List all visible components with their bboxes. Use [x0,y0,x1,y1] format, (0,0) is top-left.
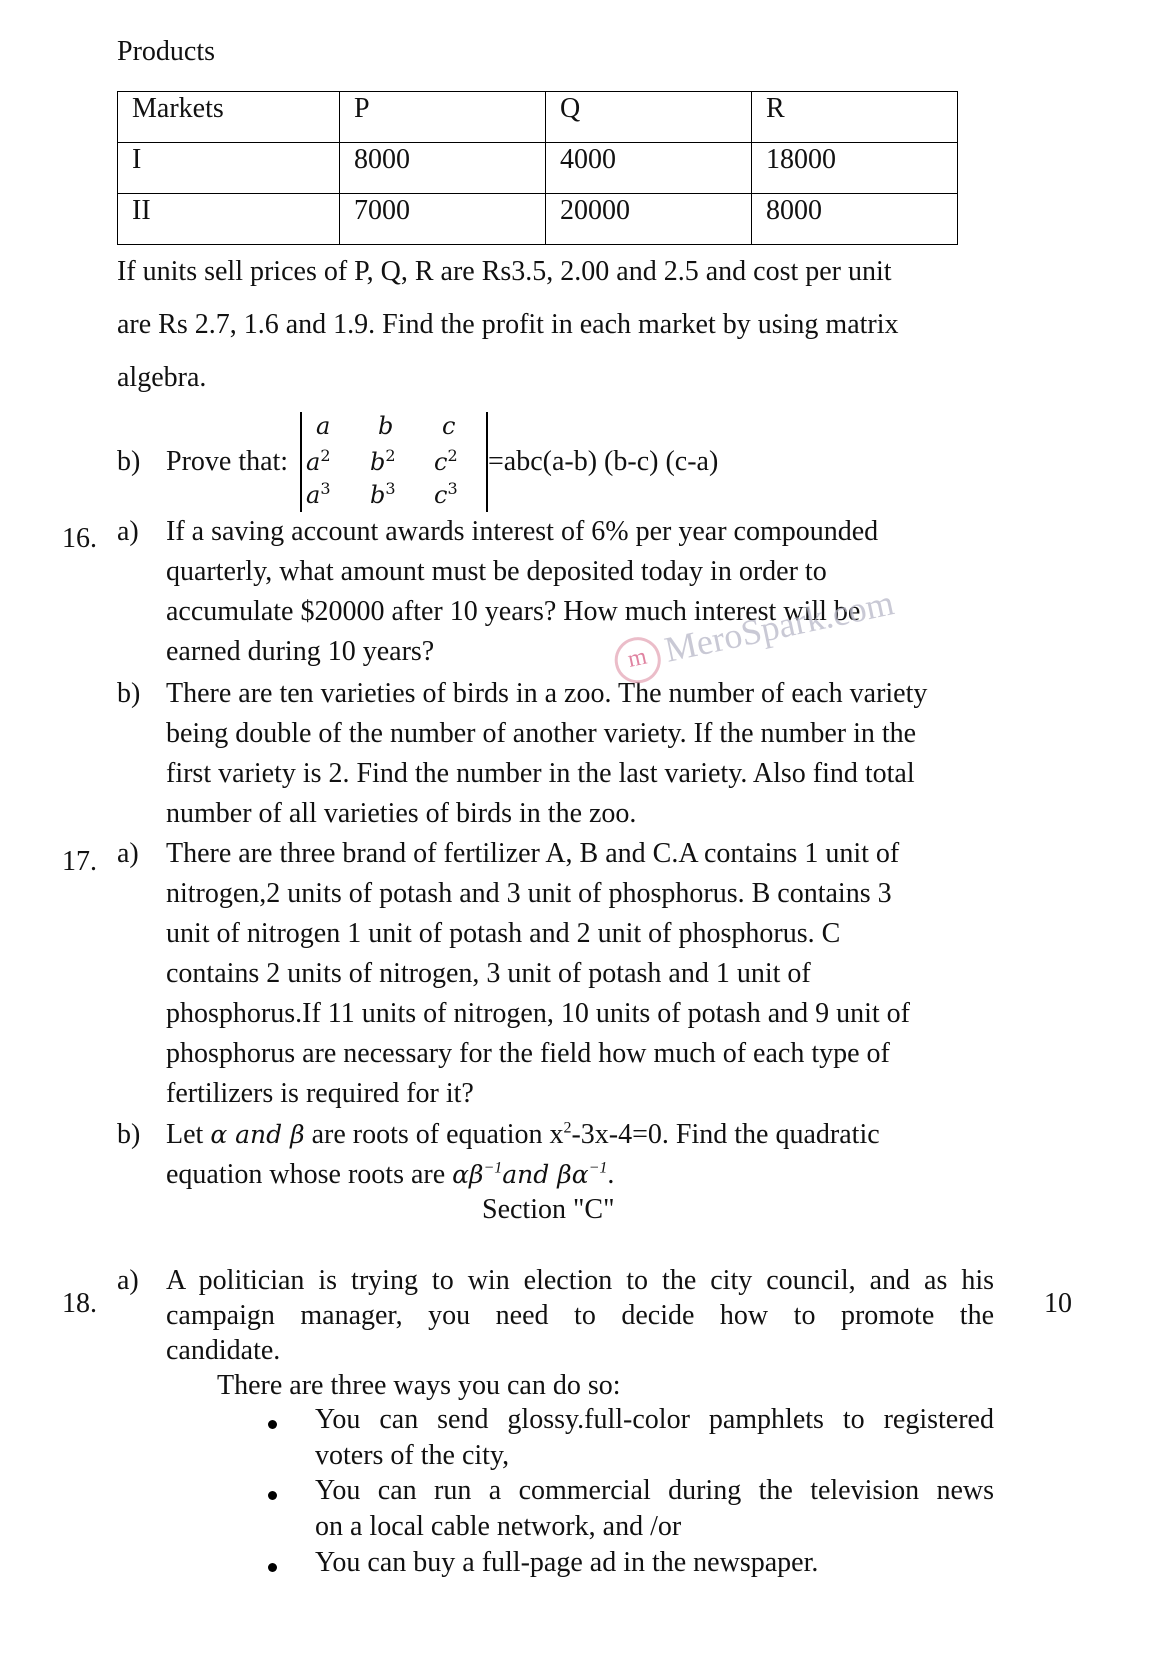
table-cell: II [118,194,340,245]
q16a-line: quarterly, what amount must be deposited today in order to [166,556,827,587]
bullet-item-line: You can run a commercial during the television news [315,1475,994,1506]
det-cell: c [442,412,456,440]
q18-marks: 10 [1044,1288,1072,1319]
q17a-line: phosphorus are necessary for the field how much of each type of [166,1038,890,1069]
table-cell: 8000 [752,194,958,245]
det-cell: $c^2$ [434,446,458,476]
table-cell: 4000 [546,143,752,194]
q17a-line: fertilizers is required for it? [166,1078,474,1109]
watermark-text: MeroSpark.com [661,582,898,670]
q17b-line: equation whose roots are $\alpha\beta^{-1}and$ $\beta\alpha^{-1}$. [166,1159,615,1190]
det-cell: a [316,412,331,440]
q16-number: 16. [62,523,97,554]
q15b-prefix: Prove that: [166,446,289,477]
q16b-label: b) [117,678,141,709]
q15b-label: b) [117,446,141,477]
det-cell: $a^3$ [306,479,331,509]
bullet-icon [268,1563,277,1572]
q16b-line: being double of the number of another variety. If the number in the [166,718,917,749]
table-header-row [118,92,958,143]
q17-number: 17. [62,846,97,877]
q16a-label: a) [117,516,139,547]
q15b-suffix: =abc(a-b) (b-c) (c-a) [488,446,719,477]
q18a-line: A politician is trying to win election to the city council, and as his [166,1265,994,1296]
table-cell: 8000 [340,143,546,194]
q17a-line: phosphorus.If 11 units of nitrogen, 10 units of potash and 9 unit of [166,998,911,1029]
q18-number: 18. [62,1288,97,1319]
q17a-line: nitrogen,2 units of potash and 3 unit of phosphorus. B contains 3 [166,878,892,909]
bullet-icon [268,1420,277,1429]
merospark-logo-icon: m [610,633,665,688]
q16b-line: number of all varieties of birds in the zoo. [166,798,637,829]
bullet-item-line: You can buy a full-page ad in the newspaper. [315,1547,819,1578]
q17b-line: Let α and β are roots of equation $x^2-3x-4=0$. Find the quadratic [166,1119,880,1150]
products-heading: Products [117,36,215,67]
det-cell: b [378,412,394,440]
q18-intro: There are three ways you can do so: [217,1370,621,1401]
det-cell: $b^3$ [370,479,396,509]
table-row [118,143,958,194]
markets-table [117,91,958,245]
q16a-line: accumulate $20000 after 10 years? How much interest will be [166,596,861,627]
q18a-label: a) [117,1265,139,1296]
table-cell: 20000 [546,194,752,245]
det-cell: $c^3$ [434,479,458,509]
table-row [118,194,958,245]
q17a-label: a) [117,838,139,869]
q16b-line: first variety is 2. Find the number in the last variety. Also find total [166,758,915,789]
determinant [300,412,488,512]
table-cell: 7000 [340,194,546,245]
det-cell: $a^2$ [306,446,331,476]
table-header-cell: Q [546,92,752,143]
table-cell: I [118,143,340,194]
q17b-label: b) [117,1119,141,1150]
q16b-line: There are ten varieties of birds in a zoo. The number of each variety [166,678,928,709]
bullet-item-line: on a local cable network, and /or [315,1511,682,1542]
q18a-line: campaign manager, you need to decide how to promote the [166,1300,994,1331]
q16a-line: earned during 10 years? [166,636,435,667]
q15a-line: algebra. [117,362,207,393]
table-header-cell: Markets [118,92,340,143]
section-title: Section "C" [482,1194,615,1225]
bullet-icon [268,1491,277,1500]
bullet-item-line: voters of the city, [315,1440,510,1471]
det-cell: $b^2$ [370,446,396,476]
q18a-line: candidate. [166,1335,281,1366]
table-header-cell: P [340,92,546,143]
table-header-cell: R [752,92,958,143]
q17a-line: unit of nitrogen 1 unit of potash and 2 unit of phosphorus. C [166,918,841,949]
bullet-item-line: You can send glossy.full-color pamphlets to registered [315,1404,994,1435]
q17a-line: contains 2 units of nitrogen, 3 unit of potash and 1 unit of [166,958,811,989]
q16a-line: If a saving account awards interest of 6% per year compounded [166,516,879,547]
table-cell: 18000 [752,143,958,194]
q15a-line: If units sell prices of P, Q, R are Rs3.5, 2.00 and 2.5 and cost per unit [117,256,892,287]
q17a-line: There are three brand of fertilizer A, B and C.A contains 1 unit of [166,838,900,869]
q15a-line: are Rs 2.7, 1.6 and 1.9. Find the profit in each market by using matrix [117,309,899,340]
